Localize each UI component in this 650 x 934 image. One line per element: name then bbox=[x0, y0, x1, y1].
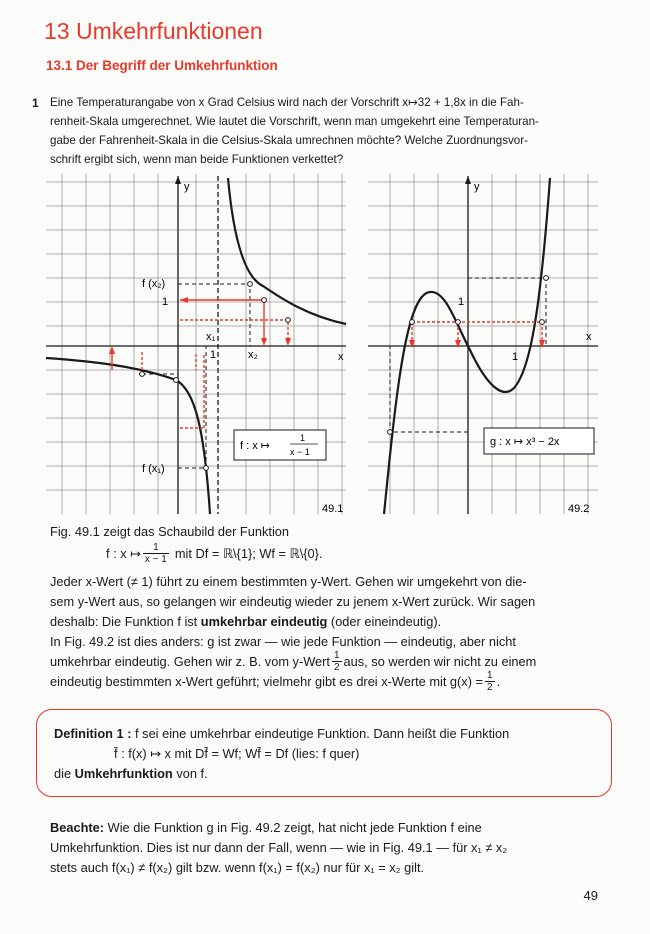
fig1-x1-label: x₁ bbox=[206, 331, 216, 343]
text-line: Jeder x-Wert (≠ 1) führt zu einem bestimmten y-Wert. Gehen wir umgekehrt von die- bbox=[50, 574, 527, 589]
text-line: Fig. 49.1 zeigt das Schaubild der Funktion bbox=[50, 524, 290, 539]
definition-title: Definition 1 : bbox=[54, 726, 132, 741]
fig1-function-prefix: f : x ↦ bbox=[240, 440, 270, 452]
definition-line: Definition 1 : f sei eine umkehrbar eindeutige Funktion. Dann heißt die Funktion bbox=[54, 726, 510, 741]
exercise-number: 1 bbox=[32, 96, 39, 110]
function-domain: mit Df = ℝ\{1}; Wf = ℝ\{0}. bbox=[174, 545, 323, 561]
half-fraction: $\frac{1}{2}$ bbox=[487, 670, 493, 693]
fig1-x2-label: x₂ bbox=[248, 349, 258, 361]
fig1-fx1-label: f (x₁) bbox=[142, 463, 165, 475]
fig1-fx2-label: f (x₂) bbox=[142, 278, 166, 290]
fig2-x-label: x bbox=[586, 331, 592, 343]
fig1-number: 49.1 bbox=[322, 503, 344, 515]
fig2-y-label: y bbox=[474, 181, 480, 193]
note-line: stets auch f(x₁) ≠ f(x₂) gilt bzw. wenn f(x₁) = f(x₂) nur für x₁ = x₂ gilt. bbox=[50, 860, 425, 875]
fig1-red-lines bbox=[112, 300, 288, 428]
chapter-title: 13 Umkehrfunktionen bbox=[44, 18, 263, 44]
fig1-function-num: 1 bbox=[300, 433, 306, 443]
term-umkehrfunktion: Umkehrfunktion bbox=[74, 766, 173, 781]
exercise-line: Eine Temperaturangabe von x Grad Celsius wird nach der Vorschrift x↦32 + 1,8x in die Fah- bbox=[50, 96, 524, 109]
fig2-red-lines bbox=[412, 322, 542, 340]
text-line: In Fig. 49.2 ist dies anders: g ist zwar — wie jede Funktion — eindeutig, aber nicht bbox=[50, 634, 516, 649]
half-fraction: $\frac{1}{2}$ bbox=[333, 650, 340, 673]
note-line: Beachte: Wie die Funktion g in Fig. 49.2 zeigt, hat nicht jede Funktion f eine bbox=[50, 820, 482, 835]
figure-49-2 bbox=[368, 174, 600, 516]
exercise-text bbox=[50, 93, 598, 169]
fig1-one-x-label: 1 bbox=[210, 349, 217, 361]
fig2-number: 49.2 bbox=[568, 503, 590, 515]
text-line: umkehrbar eindeutig. Gehen wir z. B. vom y-Wert $\frac{1}{2}$ aus, so werden wir nicht zu einem bbox=[50, 650, 537, 673]
fig1-y-label: y bbox=[184, 181, 190, 193]
fig2-one-x-label: 1 bbox=[512, 351, 519, 363]
fig1-function-den: x − 1 bbox=[290, 447, 310, 457]
fig1-one-y-label: 1 bbox=[162, 296, 169, 308]
function-prefix: f : x ↦ bbox=[106, 545, 141, 561]
function-fraction: $\frac{1}{x - 1}$ bbox=[144, 542, 167, 565]
note-line: Umkehrfunktion. Dies ist nur dann der Fall, wenn — wie in Fig. 49.1 — für x₁ ≠ x₂ bbox=[50, 840, 508, 855]
section-title: 13.1 Der Begriff der Umkehrfunktion bbox=[46, 58, 278, 73]
text-line: eindeutig bestimmten x-Wert geführt; vielmehr gibt es drei x-Werte mit g(x) = $\frac{1}{2}$ . bbox=[50, 670, 501, 693]
fig1-x-label: x bbox=[338, 351, 344, 363]
text-line: sem y-Wert aus, so gelangen wir eindeutig wieder zu jenem x-Wert zurück. Wir sagen bbox=[50, 594, 536, 609]
exercise-line: gabe der Fahrenheit-Skala in die Celsius-Skala umrechnen möchte? Welche Zuordnungsvor- bbox=[50, 134, 528, 147]
term-umkehrbar-eindeutig: umkehrbar eindeutig bbox=[200, 614, 328, 629]
figure-49-1 bbox=[46, 174, 350, 516]
fig1-curve-left bbox=[46, 358, 210, 514]
fig2-one-y-label: 1 bbox=[458, 296, 465, 308]
note-title: Beachte: bbox=[50, 820, 105, 835]
text-line: deshalb: Die Funktion f ist umkehrbar eindeutig (oder eineindeutig). bbox=[50, 614, 442, 629]
fig1-grid bbox=[46, 174, 346, 514]
definition-line: f̄ : f(x) ↦ x mit Df̄ = Wf; Wf̄ = Df (lies: f quer) bbox=[114, 746, 360, 761]
exercise-line: schrift ergibt sich, wenn man beide Funktionen verkettet? bbox=[50, 153, 344, 166]
exercise-line: renheit-Skala umgerechnet. Wie lautet die Vorschrift, wenn man umgekehrt eine Temperaturan- bbox=[50, 115, 539, 128]
fig2-grid bbox=[368, 174, 598, 514]
page-number: 49 bbox=[583, 888, 598, 903]
fig2-function-label: g : x ↦ x³ − 2x bbox=[490, 436, 560, 448]
definition-line: die Umkehrfunktion von f. bbox=[54, 766, 208, 781]
function-definition bbox=[106, 542, 322, 565]
